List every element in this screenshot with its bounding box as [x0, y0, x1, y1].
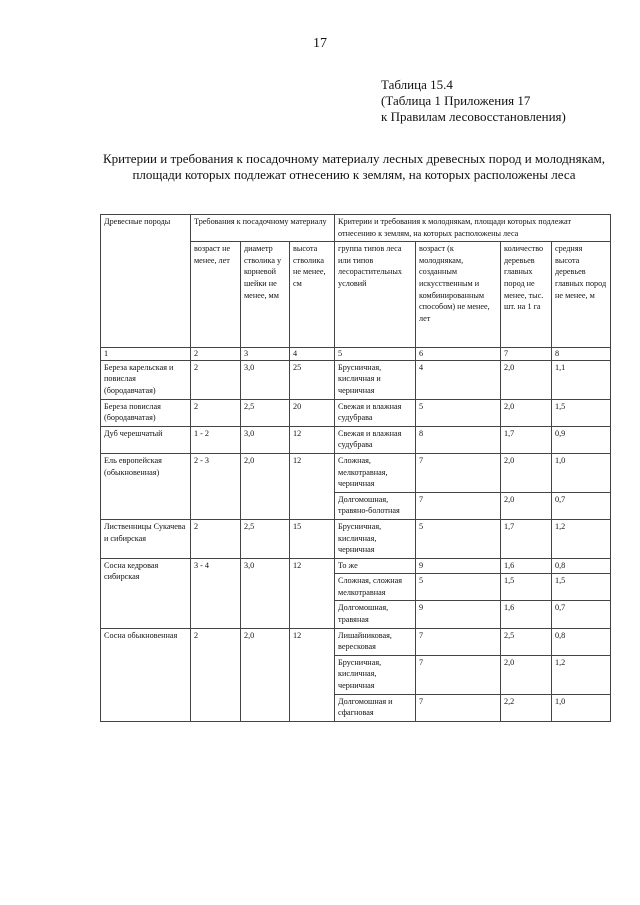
- column-number: 1: [101, 348, 191, 361]
- forest-type-cell: Долгомошная, травяная: [335, 601, 416, 628]
- planting-age-cell: 3 - 4: [191, 558, 241, 628]
- forest-type-cell: Брусничная, кисличная, черничная: [335, 655, 416, 694]
- average-height-cell: 1,5: [552, 399, 611, 426]
- column-number: 5: [335, 348, 416, 361]
- average-height-cell: 1,2: [552, 519, 611, 558]
- tree-count-cell: 2,0: [501, 453, 552, 492]
- criteria-table: [100, 214, 611, 722]
- planting-diameter-cell: 2,5: [241, 399, 290, 426]
- forest-type-cell: Свежая и влажная судубрава: [335, 426, 416, 453]
- column-number-row: [101, 348, 611, 361]
- young-age-cell: 7: [416, 492, 501, 519]
- tree-count-cell: 2,0: [501, 399, 552, 426]
- column-number: 8: [552, 348, 611, 361]
- subheader-cell: количество деревьев главных пород не менее, тыс. шт. на 1 га: [501, 242, 552, 348]
- subheader-cell: высота стволика не менее, см: [290, 242, 335, 348]
- planting-height-cell: 15: [290, 519, 335, 558]
- average-height-cell: 0,9: [552, 426, 611, 453]
- average-height-cell: 0,7: [552, 601, 611, 628]
- planting-height-cell: 12: [290, 628, 335, 721]
- tree-count-cell: 2,2: [501, 694, 552, 721]
- planting-height-cell: 25: [290, 360, 335, 399]
- caption-line: Таблица 15.4: [381, 77, 453, 92]
- table-row: [101, 426, 611, 453]
- tree-count-cell: 1,7: [501, 519, 552, 558]
- young-age-cell: 5: [416, 519, 501, 558]
- species-cell: Лиственницы Сукачева и сибирская: [101, 519, 191, 558]
- table-row: [101, 360, 611, 399]
- young-age-cell: 7: [416, 655, 501, 694]
- table-row: [101, 628, 611, 655]
- young-age-cell: 5: [416, 574, 501, 601]
- forest-type-cell: Брусничная, кисличная, черничная: [335, 519, 416, 558]
- forest-type-cell: Сложная, мелкотравная, черничная: [335, 453, 416, 492]
- forest-type-cell: То же: [335, 558, 416, 574]
- species-cell: Сосна кедровая сибирская: [101, 558, 191, 628]
- average-height-cell: 0,7: [552, 492, 611, 519]
- species-cell: Сосна обыкновенная: [101, 628, 191, 721]
- young-age-cell: 9: [416, 558, 501, 574]
- column-number: 6: [416, 348, 501, 361]
- planting-height-cell: 12: [290, 558, 335, 628]
- planting-age-cell: 1 - 2: [191, 426, 241, 453]
- forest-type-cell: Сложная, сложная мелкотравная: [335, 574, 416, 601]
- caption-line: (Таблица 1 Приложения 17: [381, 93, 531, 108]
- header-young-stands: Критерии и требования к молоднякам, площади которых подлежат отнесению к землям, на которых расположены леса: [335, 215, 611, 242]
- young-age-cell: 5: [416, 399, 501, 426]
- header-planting-material: Требования к посадочному материалу: [191, 215, 335, 242]
- table-row: [101, 399, 611, 426]
- young-age-cell: 7: [416, 694, 501, 721]
- average-height-cell: 1,0: [552, 694, 611, 721]
- planting-age-cell: 2: [191, 360, 241, 399]
- planting-height-cell: 12: [290, 426, 335, 453]
- caption-line: к Правилам лесовосстановления): [381, 109, 566, 124]
- subheader-cell: средняя высота деревьев главных пород не менее, м: [552, 242, 611, 348]
- table-row: [101, 558, 611, 574]
- planting-diameter-cell: 2,0: [241, 453, 290, 519]
- document-title: Критерии и требования к посадочному материалу лесных древесных пород и молоднякам, площади которых подлежат отнесению к землям, на которых расположены леса: [103, 151, 605, 182]
- average-height-cell: 1,1: [552, 360, 611, 399]
- planting-diameter-cell: 2,5: [241, 519, 290, 558]
- subheader-cell: диаметр стволика у корневой шейки не менее, мм: [241, 242, 290, 348]
- planting-height-cell: 20: [290, 399, 335, 426]
- planting-diameter-cell: 3,0: [241, 360, 290, 399]
- planting-age-cell: 2: [191, 519, 241, 558]
- forest-type-cell: Долгомошная, травяно-болотная: [335, 492, 416, 519]
- forest-type-cell: Долгомошная и сфагновая: [335, 694, 416, 721]
- forest-type-cell: Брусничная, кисличная и черничная: [335, 360, 416, 399]
- column-number: 7: [501, 348, 552, 361]
- tree-count-cell: 2,0: [501, 492, 552, 519]
- header-species: Древесные породы: [101, 215, 191, 348]
- table-row: [101, 453, 611, 492]
- subheader-cell: группа типов леса или типов лесорастительных условий: [335, 242, 416, 348]
- forest-type-cell: Свежая и влажная судубрава: [335, 399, 416, 426]
- tree-count-cell: 1,5: [501, 574, 552, 601]
- average-height-cell: 1,0: [552, 453, 611, 492]
- planting-diameter-cell: 2,0: [241, 628, 290, 721]
- column-number: 3: [241, 348, 290, 361]
- planting-age-cell: 2: [191, 399, 241, 426]
- planting-height-cell: 12: [290, 453, 335, 519]
- planting-diameter-cell: 3,0: [241, 426, 290, 453]
- tree-count-cell: 1,7: [501, 426, 552, 453]
- page-number: 17: [313, 36, 327, 51]
- planting-age-cell: 2 - 3: [191, 453, 241, 519]
- young-age-cell: 7: [416, 453, 501, 492]
- average-height-cell: 0,8: [552, 628, 611, 655]
- table-row: [101, 519, 611, 558]
- average-height-cell: 1,5: [552, 574, 611, 601]
- average-height-cell: 1,2: [552, 655, 611, 694]
- table-caption: [381, 77, 566, 125]
- tree-count-cell: 1,6: [501, 601, 552, 628]
- header-row: [101, 215, 611, 242]
- tree-count-cell: 2,0: [501, 655, 552, 694]
- planting-diameter-cell: 3,0: [241, 558, 290, 628]
- species-cell: Ель европейская (обыкновенная): [101, 453, 191, 519]
- young-age-cell: 8: [416, 426, 501, 453]
- young-age-cell: 7: [416, 628, 501, 655]
- average-height-cell: 0,8: [552, 558, 611, 574]
- species-cell: Дуб черешчатый: [101, 426, 191, 453]
- species-cell: Береза повислая (бородавчатая): [101, 399, 191, 426]
- tree-count-cell: 2,0: [501, 360, 552, 399]
- subheader-cell: возраст не менее, лет: [191, 242, 241, 348]
- planting-age-cell: 2: [191, 628, 241, 721]
- column-number: 4: [290, 348, 335, 361]
- young-age-cell: 4: [416, 360, 501, 399]
- subheader-cell: возраст (к молоднякам, созданным искусственным и комбинированным способом) не менее, лет: [416, 242, 501, 348]
- species-cell: Береза карельская и повислая (бородавчатая): [101, 360, 191, 399]
- tree-count-cell: 1,6: [501, 558, 552, 574]
- young-age-cell: 9: [416, 601, 501, 628]
- column-number: 2: [191, 348, 241, 361]
- tree-count-cell: 2,5: [501, 628, 552, 655]
- forest-type-cell: Лишайниковая, вересковая: [335, 628, 416, 655]
